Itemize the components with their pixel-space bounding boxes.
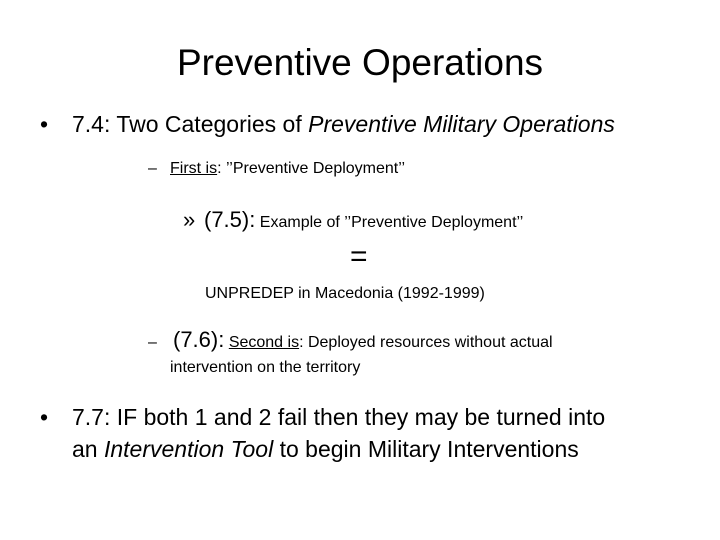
bullet-7-4 <box>72 111 615 138</box>
first-is-text: : ’’Preventive Deployment’’ <box>217 160 406 177</box>
third-level-marker: » <box>183 207 196 232</box>
ref-7-6: (7.6): <box>173 327 225 352</box>
bullet-7-7-text-b: to begin Military Interventions <box>273 436 579 462</box>
sub-bullet-marker: – <box>148 160 157 177</box>
first-is-label: First is <box>170 160 218 177</box>
second-is-label: Second is <box>228 334 300 351</box>
slide-title: Preventive Operations <box>176 42 544 83</box>
second-is-text: : Deployed resources without actual <box>299 334 553 351</box>
example-text: Example of ’’Preventive Deployment’’ <box>255 214 524 231</box>
equals-sign: = <box>350 240 368 273</box>
bullet-7-4-emphasis: Preventive Military Operations <box>308 111 615 137</box>
bullet-7-7-line1: 7.7: IF both 1 and 2 fail then they may be turned into <box>72 404 606 430</box>
sub-bullet-first <box>170 160 405 178</box>
sub-bullet-7-6-line2: intervention on the territory <box>170 359 361 376</box>
sub-bullet-7-6 <box>173 327 553 353</box>
bullet-7-7-text-a: an <box>72 436 104 462</box>
unpredep-example: UNPREDEP in Macedonia (1992-1999) <box>205 285 485 302</box>
bullet-marker-2: • <box>40 404 49 430</box>
ref-7-5: (7.5): <box>204 207 256 232</box>
bullet-7-7-line2 <box>72 436 579 463</box>
bullet-7-4-text: 7.4: Two Categories of <box>72 111 309 137</box>
sub-bullet-marker-2: – <box>148 334 157 351</box>
sub-bullet-7-5 <box>204 207 523 233</box>
intervention-tool: Intervention Tool <box>103 436 274 462</box>
bullet-marker: • <box>40 111 49 137</box>
